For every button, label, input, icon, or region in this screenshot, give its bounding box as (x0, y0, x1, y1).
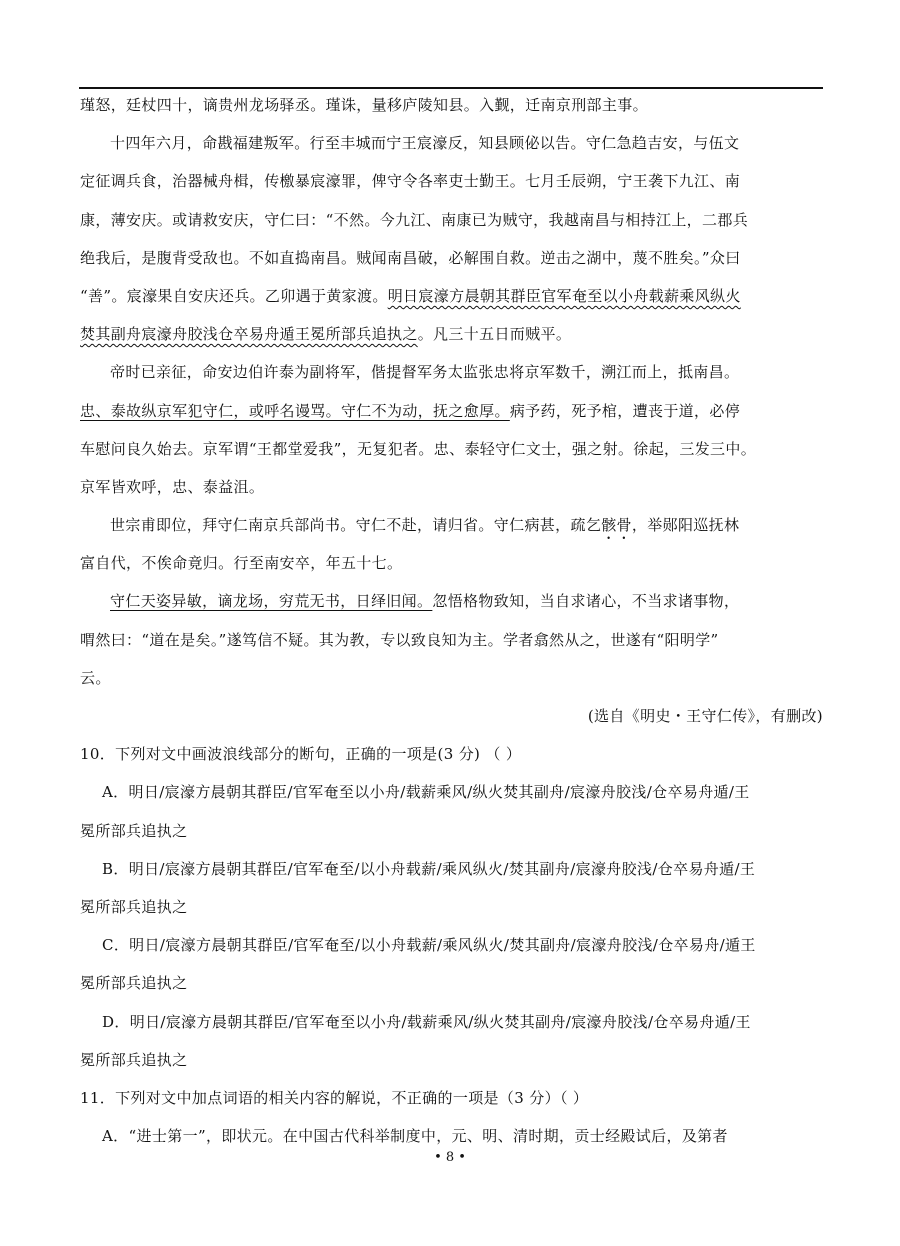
option-text: B．明日/宸濠方晨朝其群臣/官军奄至/以小舟载薪/乘风纵火/焚其副舟/宸濠舟胶浅/仓卒易舟遁/王 (102, 859, 756, 878)
passage-text: 。凡三十五日而贼平。 (417, 325, 572, 344)
passage-text: 帝时已亲征，命安边伯许泰为副将军，偕提督军务太监张忠将京军数千，溯江而上，抵南昌。 (110, 363, 740, 382)
option-b-cont (80, 888, 823, 926)
passage-line (80, 468, 823, 506)
option-a[interactable] (80, 773, 823, 811)
wavy-underlined-text: 明日宸濠方晨朝其群臣官军奄至以小舟载薪乘风纵火 (387, 286, 741, 305)
passage-line (80, 506, 823, 544)
option-b[interactable] (80, 850, 823, 888)
option-d-cont (80, 1041, 823, 1079)
option-text: 冕所部兵追执之 (80, 974, 188, 993)
wavy-underlined-text: 焚其副舟宸濠舟胶浅仓卒易舟遁王冕所部兵追执之 (80, 325, 418, 344)
underlined-text: 忠、泰故纵京军犯守仁，或呼名谩骂。守仁不为动，抚之愈厚。 (80, 401, 510, 420)
passage-line (80, 659, 823, 697)
passage-line (80, 162, 823, 200)
passage-line (80, 621, 823, 659)
option-text: 冕所部兵追执之 (80, 897, 188, 916)
passage-text: 定征调兵食，治器械舟楫，传檄暴宸濠罪，俾守令各率吏士勤王。七月壬辰朔，宁王袭下九江、南 (80, 172, 741, 191)
option-a-cont (80, 812, 823, 850)
option-text: 冕所部兵追执之 (80, 821, 188, 840)
option-text: A．明日/宸濠方晨朝其群臣/官军奄至以小舟/载薪乘风/纵火焚其副舟/宸濠舟胶浅/仓卒易舟遁/王 (102, 783, 750, 802)
option-c-cont (80, 964, 823, 1002)
passage-line (80, 582, 823, 620)
option-c[interactable] (80, 926, 823, 964)
underlined-text: 守仁天姿异敏，谪龙场，穷荒无书，日绎旧闻。 (110, 592, 433, 611)
passage-text: 云。 (80, 668, 111, 687)
option-text: A．“进士第一”，即状元。在中国古代科举制度中，元、明、清时期，贡士经殿试后，及第者 (102, 1127, 728, 1146)
dotted-term: 骸骨 (601, 516, 632, 535)
passage-text: 车慰问良久始去。京军谓“王都堂爱我”，无复犯者。忠、泰轻守仁文士，强之射。徐起，三发三中。 (80, 439, 757, 458)
passage-line (80, 392, 823, 430)
passage-text: 忽悟格物致知，当自求诸心，不当求诸事物， (432, 592, 740, 611)
passage-line (80, 430, 823, 468)
passage-text: 世宗甫即位，拜守仁南京兵部尚书。守仁不赴，请归省。守仁病甚，疏乞 (110, 516, 602, 535)
passage-line (80, 86, 823, 124)
passage-line (80, 239, 823, 277)
question-10-stem (80, 735, 823, 773)
source-citation (80, 697, 823, 735)
passage-text: 十四年六月，命戡福建叛军。行至丰城而宁王宸濠反，知县顾佖以告。守仁急趋吉安，与伍文 (110, 134, 740, 153)
passage-text: 病予药，死予棺，遭丧于道，必停 (509, 401, 741, 420)
passage-line (80, 353, 823, 391)
option-text: 冕所部兵追执之 (80, 1050, 188, 1069)
question-text: 10．下列对文中画波浪线部分的断句，正确的一项是(3 分) （ ） (80, 745, 522, 764)
option-text: C．明日/宸濠方晨朝其群臣/官军奄至/以小舟载薪/乘风纵火/焚其副舟/宸濠舟胶浅/仓卒易舟/遁王 (102, 936, 756, 955)
passage-text: 绝我后，是腹背受敌也。不如直捣南昌。贼闻南昌破，必解围自救。逆击之湖中，蔑不胜矣。”众曰 (80, 248, 741, 267)
passage-text: ，举郧阳巡抚林 (631, 516, 740, 535)
passage-line (80, 201, 823, 239)
option-text: D．明日/宸濠方晨朝其群臣/官军奄至以小舟/载薪乘风/纵火焚其副舟/宸濠舟胶浅/仓卒易舟遁/王 (102, 1012, 751, 1031)
passage-line (80, 544, 823, 582)
passage-text: 富自代，不俟命竟归。行至南安卒，年五十七。 (80, 554, 403, 573)
passage-line (80, 277, 823, 315)
document-body (80, 86, 823, 1155)
passage-text: 康，薄安庆。或请救安庆，守仁曰：“不然。今九江、南康已为贼守，我越南昌与相持江上，二郡兵 (80, 210, 749, 229)
question-11-stem (80, 1079, 823, 1117)
passage-text: 京军皆欢呼，忠、泰益沮。 (80, 477, 265, 496)
option-d[interactable] (80, 1003, 823, 1041)
source-text: (选自《明史・王守仁传》，有删改) (587, 707, 823, 725)
passage-text: “善”。宸濠果自安庆还兵。乙卯遇于黄家渡。 (80, 286, 388, 305)
passage-line (80, 315, 823, 353)
passage-line (80, 124, 823, 162)
page-number: • 8 • (434, 1150, 466, 1165)
passage-text: 喟然曰：“道在是矣。”遂笃信不疑。其为教，专以致良知为主。学者翕然从之，世遂有“阳明学” (80, 630, 719, 649)
passage-text: 瑾怒，廷杖四十，谪贵州龙场驿丞。瑾诛，量移庐陵知县。入觐，迁南京刑部主事。 (80, 96, 648, 114)
question-text: 11．下列对文中加点词语的相关内容的解说，不正确的一项是（3 分）（ ） (80, 1088, 589, 1107)
